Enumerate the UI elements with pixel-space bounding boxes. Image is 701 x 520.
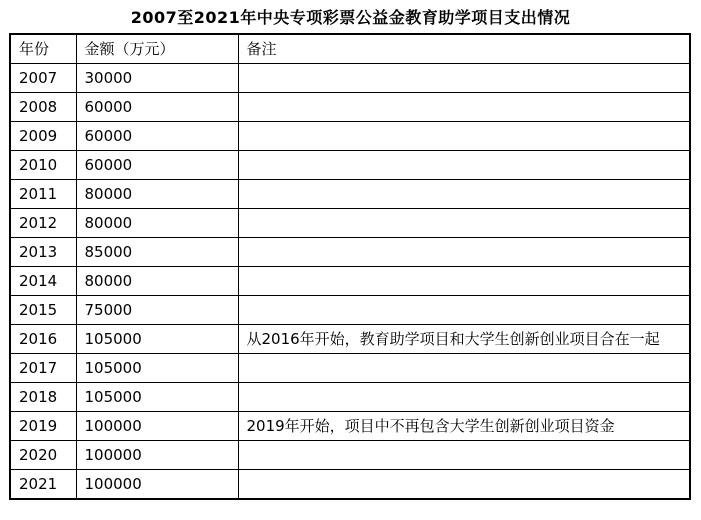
table-row xyxy=(10,354,690,383)
table-row xyxy=(10,93,690,122)
year-cell: 2016 xyxy=(10,325,76,354)
note-cell xyxy=(238,383,690,412)
column-header-year: 年份 xyxy=(10,34,76,64)
amount-cell: 60000 xyxy=(76,151,238,180)
table-row xyxy=(10,412,690,441)
year-cell: 2020 xyxy=(10,441,76,470)
year-cell: 2009 xyxy=(10,122,76,151)
table-row xyxy=(10,296,690,325)
note-cell xyxy=(238,354,690,383)
note-cell xyxy=(238,238,690,267)
table-row xyxy=(10,209,690,238)
note-cell xyxy=(238,180,690,209)
year-cell: 2011 xyxy=(10,180,76,209)
note-cell xyxy=(238,267,690,296)
amount-cell: 75000 xyxy=(76,296,238,325)
amount-cell: 100000 xyxy=(76,412,238,441)
year-cell: 2007 xyxy=(10,64,76,93)
year-cell: 2019 xyxy=(10,412,76,441)
year-cell: 2017 xyxy=(10,354,76,383)
note-cell xyxy=(238,93,690,122)
year-cell: 2010 xyxy=(10,151,76,180)
table-row xyxy=(10,325,690,354)
table-row xyxy=(10,470,690,500)
table-row xyxy=(10,441,690,470)
year-cell: 2014 xyxy=(10,267,76,296)
note-cell xyxy=(238,209,690,238)
year-cell: 2015 xyxy=(10,296,76,325)
table-row xyxy=(10,267,690,296)
amount-cell: 100000 xyxy=(76,470,238,500)
note-cell xyxy=(238,151,690,180)
year-cell: 2013 xyxy=(10,238,76,267)
table-row xyxy=(10,122,690,151)
amount-cell: 100000 xyxy=(76,441,238,470)
amount-cell: 85000 xyxy=(76,238,238,267)
note-cell: 从2016年开始，教育助学项目和大学生创新创业项目合在一起 xyxy=(238,325,690,354)
amount-cell: 105000 xyxy=(76,354,238,383)
table-header-row xyxy=(10,34,690,64)
table-body xyxy=(10,64,690,500)
amount-cell: 80000 xyxy=(76,267,238,296)
table-row xyxy=(10,383,690,412)
table-row xyxy=(10,238,690,267)
amount-cell: 60000 xyxy=(76,122,238,151)
page-title: 2007至2021年中央专项彩票公益金教育助学项目支出情况 xyxy=(130,8,571,27)
year-cell: 2012 xyxy=(10,209,76,238)
table-row xyxy=(10,151,690,180)
note-cell xyxy=(238,64,690,93)
column-header-amount: 金额（万元） xyxy=(76,34,238,64)
note-cell xyxy=(238,122,690,151)
column-header-note: 备注 xyxy=(238,34,690,64)
year-cell: 2021 xyxy=(10,470,76,500)
table-row xyxy=(10,64,690,93)
amount-cell: 105000 xyxy=(76,383,238,412)
amount-cell: 105000 xyxy=(76,325,238,354)
amount-cell: 30000 xyxy=(76,64,238,93)
note-cell: 2019年开始，项目中不再包含大学生创新创业项目资金 xyxy=(238,412,690,441)
note-cell xyxy=(238,470,690,500)
year-cell: 2018 xyxy=(10,383,76,412)
year-cell: 2008 xyxy=(10,93,76,122)
note-cell xyxy=(238,441,690,470)
table-row xyxy=(10,180,690,209)
note-cell xyxy=(238,296,690,325)
amount-cell: 60000 xyxy=(76,93,238,122)
amount-cell: 80000 xyxy=(76,209,238,238)
expenditure-table xyxy=(9,33,691,500)
amount-cell: 80000 xyxy=(76,180,238,209)
